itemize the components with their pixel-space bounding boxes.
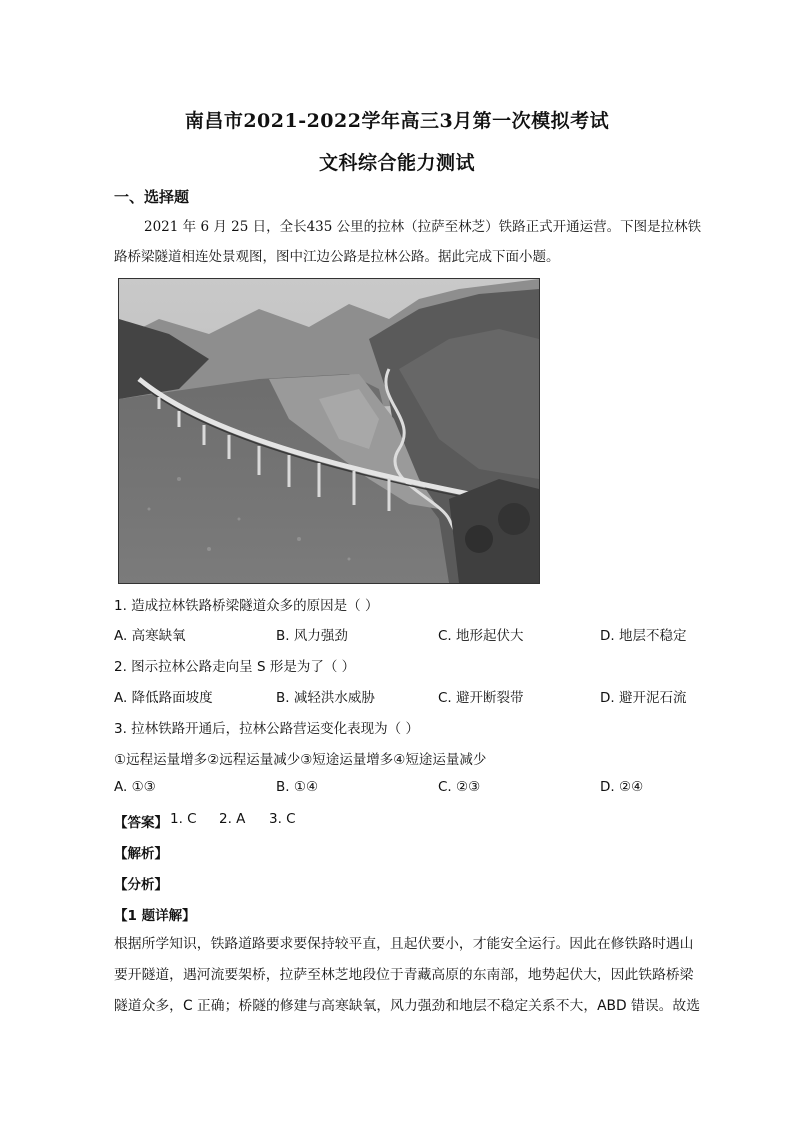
- question-3-option-b: B. ①④: [276, 779, 319, 795]
- answer-3: 3. C: [269, 811, 296, 827]
- question-2-option-c: C. 避开断裂带: [438, 690, 524, 706]
- detail-label: 【1 题详解】: [114, 908, 196, 924]
- question-1-option-a: A. 高寒缺氧: [114, 628, 186, 644]
- answer-2: 2. A: [219, 811, 246, 827]
- question-3-statements: ①远程运量增多②远程运量减少③短途运量增多④短途运量减少: [114, 752, 487, 768]
- analysis-label: 【解析】: [114, 846, 168, 862]
- question-1-option-c: C. 地形起伏大: [438, 628, 524, 644]
- question-2-stem: 2. 图示拉林公路走向呈 S 形是为了（ ）: [114, 659, 356, 675]
- question-3-option-a: A. ①③: [114, 779, 156, 795]
- intro-line-2: 路桥梁隧道相连处景观图，图中江边公路是拉林公路。据此完成下面小题。: [114, 249, 560, 265]
- answer-label: 【答案】: [114, 815, 168, 831]
- question-3-option-d: D. ②④: [600, 779, 644, 795]
- question-1-option-d: D. 地层不稳定: [600, 628, 687, 644]
- question-1-stem: 1. 造成拉林铁路桥梁隧道众多的原因是（ ）: [114, 598, 379, 614]
- section-heading: 一、选择题: [114, 188, 190, 206]
- question-3-stem: 3. 拉林铁路开通后，拉林公路营运变化表现为（ ）: [114, 721, 419, 737]
- page-subtitle: 文科综合能力测试: [318, 152, 475, 174]
- intro-line-1: 2021 年 6 月 25 日，全长435 公里的拉林（拉萨至林芝）铁路正式开通运营。下图是拉林铁: [144, 219, 702, 235]
- page-title: 南昌市2021-2022学年高三3月第一次模拟考试: [184, 110, 610, 132]
- fenxi-label: 【分析】: [114, 877, 168, 893]
- bridge-landscape-photo: [118, 278, 540, 584]
- detail-paragraph: 根据所学知识，铁路道路要求要保持较平直，且起伏要小，才能安全运行。因此在修铁路时遇山要开隧道，遇河流要架桥，拉萨至林芝地段位于青藏高原的东南部，地势起伏大，因此铁路桥梁隧道众多，C 正确；桥隧的修建与高寒缺氧，风力强劲和地层不稳定关系不大，ABD 错误。故选: [114, 936, 701, 1014]
- question-2-option-a: A. 降低路面坡度: [114, 690, 213, 706]
- question-1-option-b: B. 风力强劲: [276, 628, 348, 644]
- question-3-option-c: C. ②③: [438, 779, 481, 795]
- answer-1: 1. C: [170, 811, 197, 827]
- question-2-option-b: B. 减轻洪水威胁: [276, 690, 375, 706]
- question-2-option-d: D. 避开泥石流: [600, 690, 687, 706]
